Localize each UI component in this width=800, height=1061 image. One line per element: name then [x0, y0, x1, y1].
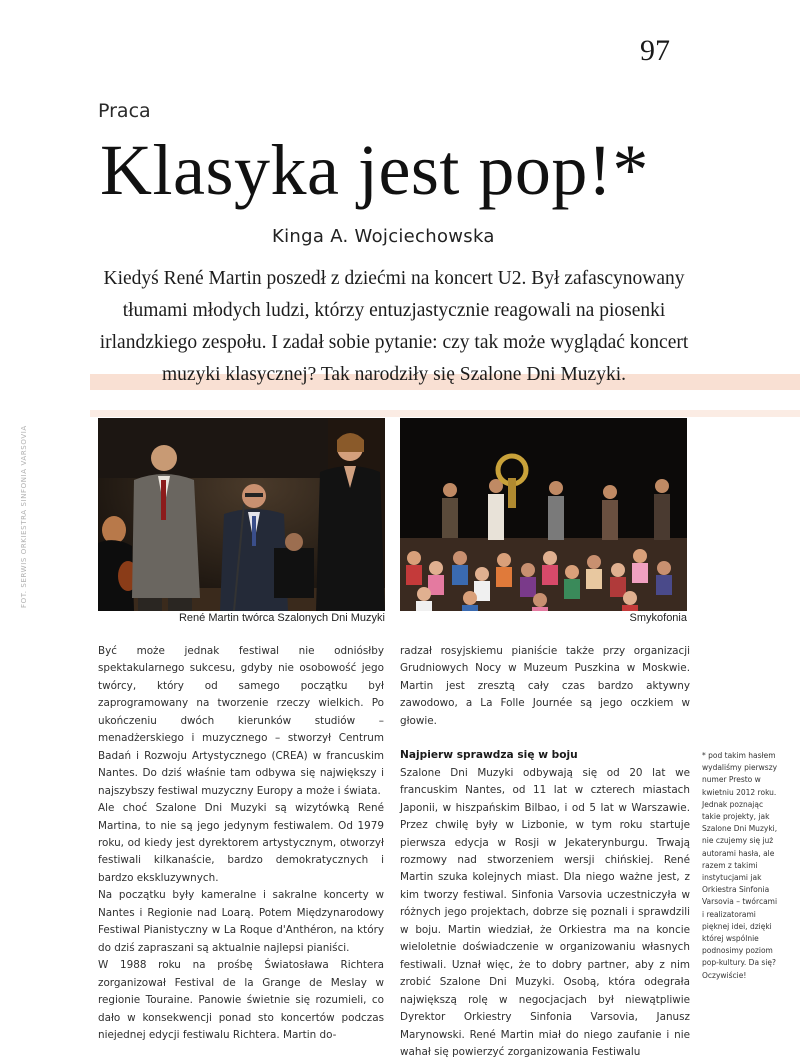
paragraph: Ale choć Szalone Dni Muzyki są wizytówką René Martina, to nie są jego jedynym festiwalem. Od 1979 roku, od kiedy jest dyrektorem artystycznym, otworzył festiwali kilkanaście, bardzo demokratycznych i bardzo ekskluzywnych.: [98, 802, 384, 884]
section-label: Praca: [98, 100, 151, 122]
author-name: Kinga A. Wojciechowska: [272, 226, 495, 247]
footnote: * pod takim hasłem wydaliśmy pierwszy numer Presto w kwietniu 2012 roku. Jednak poznając takie projekty, jak Szalone Dni Muzyki, nie czujemy się już autorami hasła, ale razem z takimi instytucjami jak Orkiestra Sinfonia Varsovia – twórcami i realizatorami pięknej idei, dzięki której wspólnie podnosimy poziom pop-kultury. Da się? Oczywiście!: [702, 751, 778, 980]
lead-paragraph: [92, 263, 696, 391]
paragraph: W 1988 roku na prośbę Światosława Richtera zorganizował Festival de la Grange de Meslay w regionie Touraine. Panowie świetnie się rozumieli, co dało w konsekwencji ponad sto koncertów podczas niejednej edycji festiwalu Richtera. Martin do-: [98, 959, 384, 1041]
paragraph: Na początku były kameralne i sakralne koncerty w Nantes i Regionie nad Loarą. Potem Międzynarodowy Festiwal Pianistyczny w La Roque d'Anthéron, na który do dziś zapraszani są aktualnie najlepsi pianiści.: [98, 889, 384, 954]
paragraph: Być może jednak festiwal nie odniósłby spektakularnego sukcesu, gdyby nie osobowość jego twórcy, który od samego początku był zaprogramowany na tworzenie rzeczy wielkich. Po ukończeniu dwóch kierunków studiów – menadżerskiego i muzycznego – stworzył Centrum Badań i Rozwoju Artystycznego (CREA) w francuskim Nantes. Do dziś właśnie tam odbywa się największy i najszybszy festiwal muzyczny Europy a może i świata.: [98, 645, 384, 797]
page-number: 97: [640, 34, 670, 67]
decorative-band: [90, 410, 800, 417]
lead-text: Kiedyś René Martin poszedł z dziećmi na koncert U2. Był zafascynowany tłumami młodych ludzi, którzy entuzjastycznie reagowali na piosenki irlandzkiego zespołu. I zadał sobie pytanie: czy tak może wyglądać koncert muzyki klasycznej? Tak narodziły się Szalone Dni Muzyki.: [99, 268, 689, 385]
photo-caption: René Martin twórca Szalonych Dni Muzyki: [178, 612, 385, 624]
photo-caption: Smykofonia: [629, 612, 687, 624]
photo-rene-martin: [98, 418, 385, 611]
photo-credit: FOT. SERWIS ORKIESTRA SINFONIA VARSOVIA: [20, 425, 28, 608]
paragraph: Szalone Dni Muzyki odbywają się od 20 lat we francuskim Nantes, od 11 lat w czterech miastach Japonii, w hiszpańskim Bilbao, i od 5 lat w Warszawie. Przez chwilę były w Lizbonie, w tym roku startuje pierwsza edycja w Rosji w Jekaterynburgu. Trwają rozmowy nad stworzeniem wersji chińskiej. René Martin szuka kolejnych miast. Dla niego ważne jest, z kim tworzy festiwal. Sinfonia Varsovia uczestniczyła w różnych jego projektach, dobrze się poznali i sprawdzili w boju. Martin wiedział, że Orkiestra ma na koncie wieloletnie doświadczenie w organizowaniu własnych festiwali. Uznał więc, że to dobry partner, aby z nim zrobić Szalone Dni Muzyki. Osobą, która odegrała największą rolę w negocjacjach był niewątpliwie Dyrektor Orkiestry Sinfonia Varsovia, Janusz Marynowski. René Martin miał do niego zaufanie i nie wahał się powierzyć zorganizowania Festiwalu: [400, 766, 690, 1058]
photo-smykofonia: [400, 418, 687, 611]
article-column-1: [98, 643, 384, 1044]
paragraph: radzał rosyjskiemu pianiście także przy organizacji Grudniowych Nocy w Muzeum Puszkina w Moskwie. Martin jest zresztą cały czas bardzo aktywny zawodowo, a La Folle Journée są jego oczkiem w głowie.: [400, 645, 690, 727]
article-title: Klasyka jest pop!*: [100, 130, 649, 210]
article-column-2: [400, 643, 690, 1061]
subheading: Najpierw sprawdza się w boju: [400, 749, 578, 762]
